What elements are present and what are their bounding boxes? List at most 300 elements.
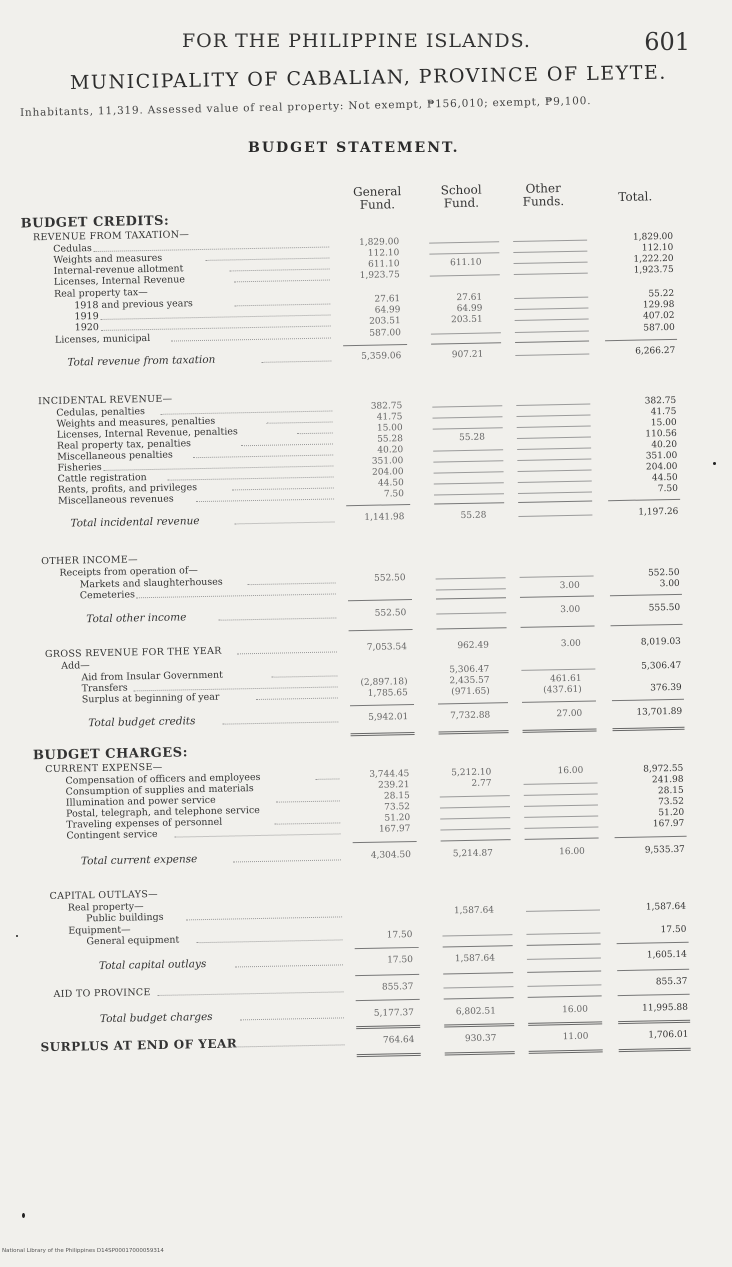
general-fund-value: 4,304.50 bbox=[370, 850, 412, 861]
sum-rule bbox=[350, 704, 414, 706]
empty-cell-line bbox=[431, 332, 501, 334]
general-fund-value: 7,053.54 bbox=[366, 642, 408, 653]
row-label: Equipment— bbox=[68, 924, 131, 937]
empty-cell-line bbox=[434, 471, 504, 473]
document-title: MUNICIPALITY OF CABALIAN, PROVINCE OF LEYTE. bbox=[69, 61, 668, 94]
total-value: 41.75 bbox=[650, 406, 677, 418]
total-value: 28.15 bbox=[657, 785, 684, 797]
double-rule bbox=[619, 1048, 691, 1052]
general-fund-value: 1,141.98 bbox=[364, 512, 405, 523]
general-fund-value: 73.52 bbox=[384, 802, 411, 813]
other-funds-value: 3.00 bbox=[560, 638, 581, 650]
column-header-school-label: School Fund. bbox=[440, 182, 482, 211]
sum-rule bbox=[528, 995, 602, 997]
empty-cell-line bbox=[514, 308, 588, 310]
total-value: 587.00 bbox=[643, 322, 675, 334]
empty-cell-line bbox=[432, 405, 502, 407]
row-label: Total current expense bbox=[80, 853, 198, 868]
total-value: 13,701.89 bbox=[636, 706, 683, 718]
total-value: 552.50 bbox=[647, 567, 680, 579]
other-funds-value: 27.00 bbox=[556, 708, 583, 720]
sum-rule bbox=[615, 836, 687, 838]
total-value: 407.02 bbox=[643, 310, 675, 322]
general-fund-value: 7.50 bbox=[383, 489, 405, 500]
column-header-other-funds bbox=[507, 182, 579, 209]
heading-label: OTHER INCOME— bbox=[41, 554, 138, 568]
row-label: Total revenue from taxation bbox=[67, 353, 216, 369]
subtotal-row bbox=[0, 506, 730, 531]
leader-dots bbox=[233, 1044, 345, 1047]
empty-cell-line bbox=[518, 470, 592, 472]
general-fund-value: 112.10 bbox=[367, 248, 400, 259]
general-fund-value: 41.75 bbox=[376, 412, 403, 423]
empty-cell-line bbox=[518, 515, 592, 517]
empty-cell-line bbox=[518, 481, 592, 483]
row-label: Surplus at beginning of year bbox=[81, 691, 220, 706]
general-fund-value: 1,923.75 bbox=[359, 270, 400, 281]
total-value: 55.22 bbox=[648, 288, 675, 300]
ink-speck bbox=[16, 935, 18, 937]
empty-cell-line bbox=[527, 957, 601, 959]
school-fund-value: 2,435.57 bbox=[449, 675, 490, 687]
school-fund-value: 27.61 bbox=[456, 292, 483, 304]
general-fund-value: 203.51 bbox=[369, 316, 401, 327]
general-fund-value: 5,942.01 bbox=[368, 712, 409, 723]
ink-speck bbox=[22, 1213, 25, 1218]
subtotal-row bbox=[5, 844, 732, 869]
row-label: Licenses, municipal bbox=[54, 332, 151, 346]
sum-rule bbox=[434, 502, 504, 504]
school-fund-value: 962.49 bbox=[457, 640, 489, 652]
total-value: 8,972.55 bbox=[643, 763, 684, 775]
other-funds-value: 16.00 bbox=[562, 1004, 589, 1016]
leader-dots bbox=[175, 833, 341, 837]
sum-rule bbox=[355, 974, 419, 976]
general-fund-value: 44.50 bbox=[377, 478, 404, 489]
general-fund-value: 3,744.45 bbox=[369, 769, 410, 780]
total-value: 3.00 bbox=[659, 578, 680, 590]
row-label: Total other income bbox=[86, 611, 187, 626]
school-fund-value: 5,214.87 bbox=[452, 848, 493, 860]
empty-cell-line bbox=[517, 426, 591, 428]
total-value: 17.50 bbox=[660, 924, 687, 936]
empty-cell-line bbox=[514, 262, 588, 264]
general-fund-value: 587.00 bbox=[369, 328, 401, 339]
school-fund-value: 203.51 bbox=[451, 314, 483, 326]
row-label: Cedulas, penalties bbox=[56, 406, 146, 419]
row-label: Internal-revenue allotment bbox=[53, 263, 184, 277]
school-fund-value: 1,587.64 bbox=[453, 905, 495, 917]
column-header-other-label: Other Funds. bbox=[522, 181, 565, 209]
other-funds-value: 461.61 bbox=[549, 673, 582, 685]
row-label: Total budget charges bbox=[99, 1010, 213, 1026]
school-fund-value: 930.37 bbox=[464, 1033, 497, 1045]
empty-cell-line bbox=[520, 576, 594, 578]
heading-label: REVENUE FROM TAXATION— bbox=[32, 229, 190, 244]
total-value: 7.50 bbox=[657, 483, 679, 495]
row-label: General equipment bbox=[86, 934, 180, 948]
general-fund-value: 552.50 bbox=[373, 573, 406, 584]
sum-rule bbox=[355, 947, 419, 949]
row-label: Cattle registration bbox=[57, 472, 147, 485]
sum-rule bbox=[527, 943, 601, 945]
heading-label: BUDGET CHARGES: bbox=[32, 745, 189, 764]
empty-cell-line bbox=[526, 932, 600, 934]
subtotal-row bbox=[0, 345, 727, 370]
empty-cell-line bbox=[514, 297, 588, 299]
empty-cell-line bbox=[440, 795, 510, 797]
double-rule bbox=[523, 728, 597, 732]
total-value: 6,266.27 bbox=[635, 345, 676, 357]
empty-cell-line bbox=[517, 437, 591, 439]
total-value: 15.00 bbox=[650, 417, 677, 429]
running-title: FOR THE PHILIPPINE ISLANDS. bbox=[182, 30, 531, 52]
sum-rule bbox=[521, 626, 595, 628]
sum-rule bbox=[444, 997, 514, 999]
sum-rule bbox=[617, 969, 689, 971]
sum-rule bbox=[443, 945, 513, 947]
heading-label: CAPITAL OUTLAYS— bbox=[49, 888, 159, 903]
total-value: 167.97 bbox=[652, 818, 685, 830]
general-fund-value: 764.64 bbox=[382, 1035, 415, 1046]
ink-speck bbox=[713, 462, 716, 465]
leader-dots bbox=[197, 939, 343, 943]
general-fund-value: 17.50 bbox=[387, 955, 414, 966]
total-value: 5,306.47 bbox=[641, 660, 682, 672]
empty-cell-line bbox=[527, 984, 601, 986]
sum-rule bbox=[343, 344, 407, 346]
empty-cell-line bbox=[443, 986, 513, 988]
total-value: 555.50 bbox=[648, 602, 681, 614]
empty-cell-line bbox=[524, 782, 598, 784]
total-value: 112.10 bbox=[641, 242, 674, 254]
school-fund-value: 907.21 bbox=[451, 349, 484, 361]
general-fund-value: 28.15 bbox=[383, 791, 410, 802]
total-value: 1,605.14 bbox=[646, 949, 687, 961]
empty-cell-line bbox=[514, 273, 588, 275]
general-fund-value: 855.37 bbox=[381, 982, 414, 993]
sum-rule bbox=[618, 994, 690, 996]
row-label: Public buildings bbox=[85, 911, 164, 925]
sum-rule bbox=[437, 627, 507, 629]
general-fund-value: 55.28 bbox=[377, 434, 404, 445]
leader-dots bbox=[261, 361, 331, 363]
general-fund-value: 15.00 bbox=[376, 423, 403, 434]
sum-rule bbox=[617, 942, 689, 944]
row-label: 1920 bbox=[74, 321, 100, 334]
empty-cell-line bbox=[517, 448, 591, 450]
school-fund-value: 55.28 bbox=[460, 510, 487, 522]
general-fund-value: 204.00 bbox=[371, 467, 404, 478]
empty-cell-line bbox=[516, 415, 590, 417]
total-value: 1,706.01 bbox=[648, 1029, 689, 1041]
empty-cell-line bbox=[524, 826, 598, 828]
sum-rule bbox=[610, 594, 682, 596]
empty-cell-line bbox=[521, 668, 595, 670]
empty-cell-line bbox=[436, 577, 506, 579]
row-label: GROSS REVENUE FOR THE YEAR bbox=[44, 645, 222, 661]
general-fund-value: 239.21 bbox=[377, 780, 410, 791]
leader-dots bbox=[237, 651, 337, 654]
sum-rule bbox=[348, 599, 412, 601]
leader-dots bbox=[218, 617, 336, 620]
row-label: Real property tax— bbox=[53, 287, 148, 300]
empty-cell-line bbox=[433, 449, 503, 451]
sum-rule bbox=[436, 597, 506, 599]
other-funds-value: 3.00 bbox=[560, 604, 581, 616]
double-rule bbox=[357, 1053, 421, 1057]
general-fund-value: 1,829.00 bbox=[358, 237, 400, 248]
school-fund-value: (971.65) bbox=[451, 686, 490, 698]
general-fund-value: 611.10 bbox=[367, 259, 400, 270]
sum-rule bbox=[611, 624, 683, 626]
column-header-total bbox=[594, 190, 676, 205]
total-value: 351.00 bbox=[645, 450, 678, 462]
heading-label: INCIDENTAL REVENUE— bbox=[38, 393, 173, 408]
row-label: Cemeteries bbox=[79, 589, 136, 602]
empty-cell-line bbox=[429, 252, 499, 254]
row-label: Licenses, Internal Revenue, penalties bbox=[56, 426, 238, 441]
double-rule bbox=[528, 1021, 602, 1025]
sum-rule bbox=[608, 499, 680, 501]
leader-dots bbox=[234, 280, 330, 283]
empty-cell-line bbox=[434, 493, 504, 495]
school-fund-value: 55.28 bbox=[459, 432, 486, 444]
row-label: Total incidental revenue bbox=[70, 515, 200, 530]
other-funds-value: 16.00 bbox=[557, 765, 584, 777]
column-header-school-fund bbox=[426, 183, 496, 210]
general-fund-value: 17.50 bbox=[386, 930, 413, 941]
total-value: 51.20 bbox=[658, 807, 685, 819]
double-rule bbox=[613, 727, 685, 731]
other-funds-value: (437.61) bbox=[543, 684, 582, 696]
school-fund-value: 5,212.10 bbox=[451, 767, 492, 779]
library-footer: National Library of the Philippines D14SP00017000059314 bbox=[2, 1248, 164, 1254]
row-label: Receipts from operation of— bbox=[59, 565, 198, 579]
school-fund-value: 2.77 bbox=[471, 778, 492, 789]
empty-cell-line bbox=[433, 460, 503, 462]
school-fund-value: 7,732.88 bbox=[450, 710, 491, 722]
empty-cell-line bbox=[524, 815, 598, 817]
inhabitants-line: Inhabitants, 11,319. Assessed value of real property: Not exempt, ₱156,010; exempt, ₱9,100. bbox=[19, 95, 592, 119]
empty-cell-line bbox=[526, 909, 600, 911]
leader-dots bbox=[240, 1017, 344, 1020]
double-rule bbox=[445, 1051, 515, 1055]
school-fund-value: 1,587.64 bbox=[454, 953, 496, 965]
row-label: Transfers bbox=[81, 682, 128, 695]
row-label: 1919 bbox=[74, 310, 99, 323]
leader-dots bbox=[235, 521, 335, 524]
general-fund-value: 5,359.06 bbox=[361, 351, 402, 362]
school-fund-value: 64.99 bbox=[456, 303, 483, 315]
empty-cell-line bbox=[513, 240, 587, 242]
general-fund-value: (2,897.18) bbox=[360, 677, 408, 689]
leader-dots bbox=[235, 964, 343, 967]
row-label: 1918 and previous years bbox=[74, 298, 193, 312]
row-label: Weights and measures, penalties bbox=[56, 415, 216, 430]
total-value: 9,535.37 bbox=[644, 844, 685, 856]
total-value: 1,197.26 bbox=[638, 506, 679, 518]
leader-dots bbox=[171, 338, 331, 342]
empty-cell-line bbox=[433, 427, 503, 429]
empty-cell-line bbox=[434, 482, 504, 484]
row-label: Real property— bbox=[67, 901, 144, 914]
total-value: 1,829.00 bbox=[632, 231, 674, 243]
sum-rule bbox=[431, 342, 501, 344]
row-label: AID TO PROVINCE bbox=[53, 987, 151, 1000]
row-label: Compensation of officers and employees bbox=[65, 771, 261, 787]
row-label: Consumption of supplies and materials bbox=[65, 783, 254, 798]
sum-rule bbox=[605, 339, 677, 341]
empty-cell-line bbox=[440, 817, 510, 819]
sum-rule bbox=[522, 700, 596, 702]
column-header-total-label: Total. bbox=[618, 189, 653, 204]
total-value: 1,923.75 bbox=[633, 264, 674, 276]
general-fund-value: 5,177.37 bbox=[373, 1008, 415, 1019]
other-funds-value: 11.00 bbox=[562, 1031, 589, 1043]
leader-dots bbox=[136, 593, 336, 598]
leader-dots bbox=[158, 991, 344, 996]
leader-dots bbox=[297, 432, 333, 434]
sum-rule bbox=[349, 629, 413, 631]
heading-label: CURRENT EXPENSE— bbox=[45, 761, 163, 776]
double-rule bbox=[351, 732, 415, 736]
leader-dots bbox=[256, 697, 338, 700]
total-value: 376.39 bbox=[650, 682, 682, 694]
row-label: Total budget credits bbox=[88, 715, 196, 730]
total-value: 11,995.88 bbox=[641, 1002, 688, 1014]
row-label: Aid from Insular Government bbox=[81, 669, 223, 684]
row-label: Traveling expenses of personnel bbox=[66, 816, 223, 831]
double-rule bbox=[439, 730, 509, 734]
row-label: Add— bbox=[61, 660, 90, 672]
empty-cell-line bbox=[524, 804, 598, 806]
sum-rule bbox=[438, 702, 508, 704]
school-fund-value: 6,802.51 bbox=[455, 1006, 497, 1018]
empty-cell-line bbox=[430, 274, 500, 276]
row-label: Total capital outlays bbox=[98, 958, 207, 973]
row-label: Postal, telegraph, and telephone service bbox=[65, 804, 260, 820]
leader-dots bbox=[233, 859, 341, 862]
row-label: Contingent service bbox=[66, 828, 158, 842]
leader-dots bbox=[196, 498, 334, 502]
sum-rule bbox=[520, 596, 594, 598]
empty-cell-line bbox=[515, 319, 589, 321]
general-fund-value: 51.20 bbox=[384, 813, 411, 824]
general-fund-value: 552.50 bbox=[374, 608, 407, 619]
empty-cell-line bbox=[515, 354, 589, 356]
sum-rule bbox=[515, 341, 589, 343]
double-rule bbox=[356, 1025, 420, 1029]
sum-rule bbox=[525, 837, 599, 839]
empty-cell-line bbox=[436, 588, 506, 590]
row-label: Miscellaneous revenues bbox=[57, 493, 174, 507]
leader-dots bbox=[186, 916, 342, 920]
leader-dots bbox=[267, 421, 333, 423]
empty-cell-line bbox=[517, 459, 591, 461]
leader-dots bbox=[222, 721, 338, 724]
total-value: 8,019.03 bbox=[640, 636, 681, 648]
general-fund-value: 167.97 bbox=[378, 824, 411, 835]
leader-dots bbox=[315, 778, 339, 779]
general-fund-value: 40.20 bbox=[377, 445, 404, 456]
double-rule bbox=[529, 1049, 603, 1053]
row-label: Miscellaneous penalties bbox=[57, 449, 173, 463]
double-rule bbox=[444, 1023, 514, 1027]
empty-cell-line bbox=[518, 492, 592, 494]
total-value: 1,222.20 bbox=[633, 253, 674, 265]
total-value: 110.56 bbox=[645, 428, 677, 440]
empty-cell-line bbox=[442, 934, 512, 936]
row-label: SURPLUS AT END OF YEAR bbox=[40, 1036, 238, 1055]
general-fund-value: 382.75 bbox=[370, 401, 403, 412]
other-funds-value: 16.00 bbox=[559, 846, 585, 858]
sum-rule bbox=[346, 504, 410, 506]
aid-to-province-row bbox=[7, 976, 732, 1001]
sum-rule bbox=[356, 999, 420, 1001]
empty-cell-line bbox=[436, 612, 506, 614]
empty-cell-line bbox=[513, 251, 587, 253]
empty-cell-line bbox=[429, 241, 499, 243]
total-value: 40.20 bbox=[651, 439, 678, 451]
empty-cell-line bbox=[440, 806, 510, 808]
school-fund-value: 611.10 bbox=[449, 257, 482, 269]
total-value: 382.75 bbox=[644, 395, 677, 407]
total-value: 204.00 bbox=[645, 461, 678, 473]
general-fund-value: 27.61 bbox=[374, 294, 401, 305]
row-label: Rents, profits, and privileges bbox=[57, 482, 198, 496]
heading-label: BUDGET CREDITS: bbox=[20, 213, 170, 232]
sum-rule bbox=[612, 699, 684, 701]
sum-rule bbox=[527, 970, 601, 972]
total-value: 855.37 bbox=[655, 976, 688, 988]
empty-cell-line bbox=[433, 416, 503, 418]
row-label: Real property tax, penalties bbox=[56, 438, 192, 452]
row-label: Cedulas bbox=[53, 243, 92, 255]
school-fund-value: 5,306.47 bbox=[449, 664, 490, 676]
budget-statement-heading: BUDGET STATEMENT. bbox=[248, 140, 460, 156]
page-number: 601 bbox=[644, 28, 690, 56]
subtotal-row bbox=[0, 602, 732, 627]
empty-cell-line bbox=[440, 828, 510, 830]
total-value: 1,587.64 bbox=[645, 901, 687, 913]
row-label: Weights and measures bbox=[53, 252, 163, 266]
total-value: 44.50 bbox=[651, 472, 678, 484]
sum-rule bbox=[353, 841, 417, 843]
total-value: 73.52 bbox=[658, 796, 685, 808]
row-label: Illumination and power service bbox=[65, 794, 216, 809]
row-label: Licenses, Internal Revenue bbox=[53, 274, 186, 288]
empty-cell-line bbox=[515, 331, 589, 333]
general-fund-value: 1,785.65 bbox=[367, 688, 408, 699]
sum-rule bbox=[441, 839, 511, 841]
leader-dots bbox=[276, 800, 340, 802]
total-value: 129.98 bbox=[642, 299, 675, 311]
general-fund-value: 64.99 bbox=[374, 305, 401, 316]
row-label: Fisheries bbox=[57, 461, 102, 474]
other-funds-value: 3.00 bbox=[559, 580, 580, 592]
row-label: Markets and slaughterhouses bbox=[79, 576, 223, 591]
column-header-general-fund bbox=[342, 185, 412, 212]
leader-dots bbox=[271, 675, 337, 677]
general-fund-value: 351.00 bbox=[371, 456, 404, 467]
leader-dots bbox=[274, 822, 340, 824]
column-header-general-label: General Fund. bbox=[352, 184, 402, 212]
total-value: 241.98 bbox=[651, 774, 684, 786]
sum-rule bbox=[518, 501, 592, 503]
empty-cell-line bbox=[516, 404, 590, 406]
empty-cell-line bbox=[524, 793, 598, 795]
